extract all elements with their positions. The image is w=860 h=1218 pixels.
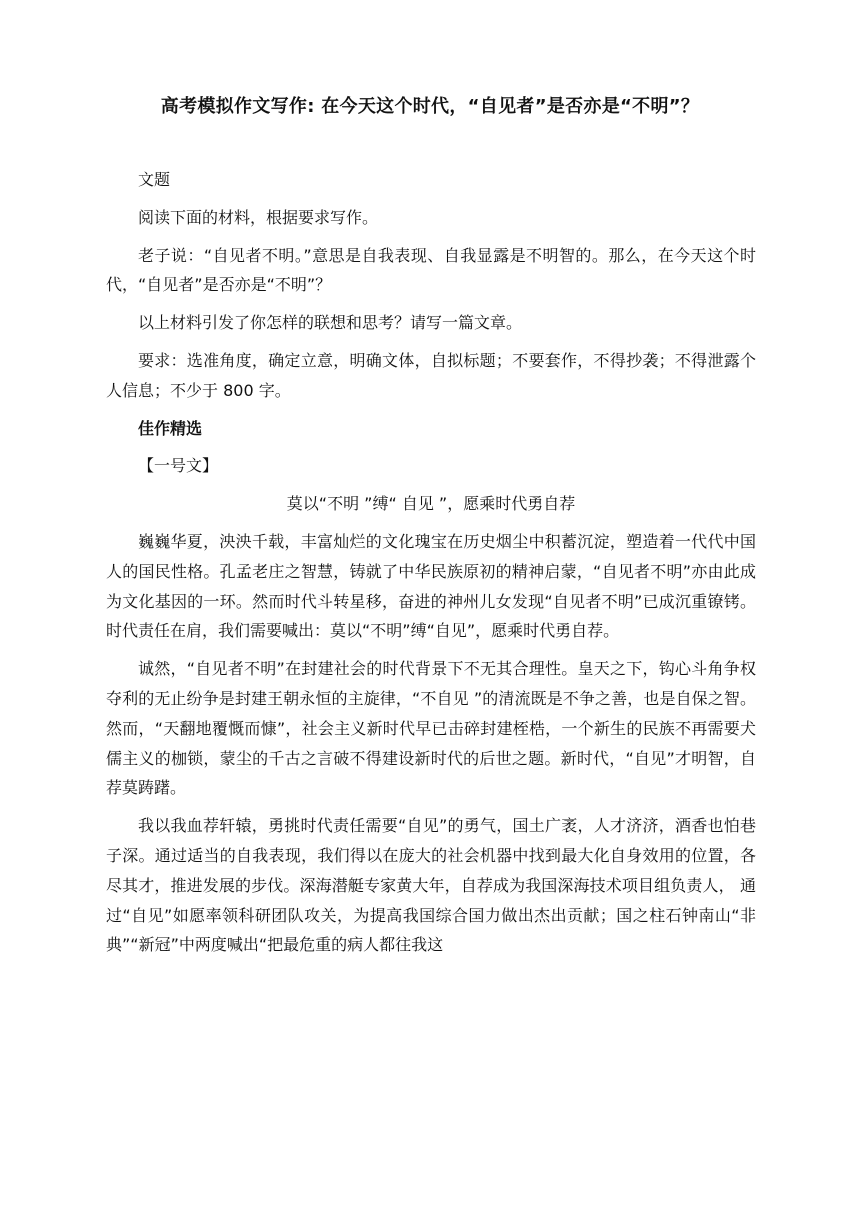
essay-paragraph: 我以我血荐轩辕，勇挑时代责任需要“自见”的勇气，国土广袤，人才济济，酒香也怕巷子深。通过适当的自我表现，我们得以在庞大的社会机器中找到最大化自身效用的位置，各尽其才，推进发展的步伐。深海潜艇专家黄大年，自荐成为我国深海技术项目组负责人， 通过“自见”如愿率领科研团队攻关，为提高我国综合国力做出杰出贡献；国之柱石钟南山“非典”“新冠”中两度喊出“把最危重的病人都往我这: [106, 816, 756, 955]
document-body: [106, 165, 756, 960]
material-paragraph: 老子说：“自见者不明。”意思是自我表现、自我显露是不明智的。那么，在今天这个时代，“自见者”是否亦是“不明”？: [106, 245, 756, 295]
essay-title: 莫以“不明 ”缚“ 自见 ”，愿乘时代勇自荐: [286, 494, 576, 514]
essay-number-label: 【一号文】: [138, 456, 219, 476]
instruction-paragraph: 阅读下面的材料，根据要求写作。: [138, 207, 379, 227]
section-label-selected-essays: 佳作精选: [138, 418, 203, 438]
document-title: 高考模拟作文写作: 在今天这个时代，“自见者”是否亦是“不明”？: [160, 96, 700, 117]
essay-paragraph: 巍巍华夏，泱泱千载，丰富灿烂的文化瑰宝在历史烟尘中积蓄沉淀，塑造着一代代中国人的国民性格。孔孟老庄之智慧，铸就了中华民族原初的精神启蒙，“自见者不明”亦由此成为文化基因的一环。然而时代斗转星移，奋进的神州儿女发现“自见者不明”已成沉重镣铐。时代责任在肩，我们需要喊出：莫以“不明”缚“自见”，愿乘时代勇自荐。: [106, 531, 756, 641]
essay-paragraph: 诚然，“自见者不明”在封建社会的时代背景下不无其合理性。皇天之下，钩心斗角争权夺利的无止纷争是封建王朝永恒的主旋律，“不自见 ”的清流既是不争之善，也是自保之智。然而，“天翻地覆慨而慷”，社会主义新时代早已击碎封建桎梏，一个新生的民族不再需要犬儒主义的枷锁，蒙尘的千古之言破不得建设新时代的后世之题。新时代，“自见”才明智，自荐莫踌躇。: [106, 659, 756, 798]
section-label-prompt: 文题: [138, 170, 171, 189]
task-paragraph: 以上材料引发了你怎样的联想和思考？请写一篇文章。: [138, 313, 523, 333]
requirements-paragraph: 要求：选准角度，确定立意，明确文体，自拟标题；不要套作，不得抄袭；不得泄露个 人信息；不少于 800 字。: [106, 350, 756, 400]
